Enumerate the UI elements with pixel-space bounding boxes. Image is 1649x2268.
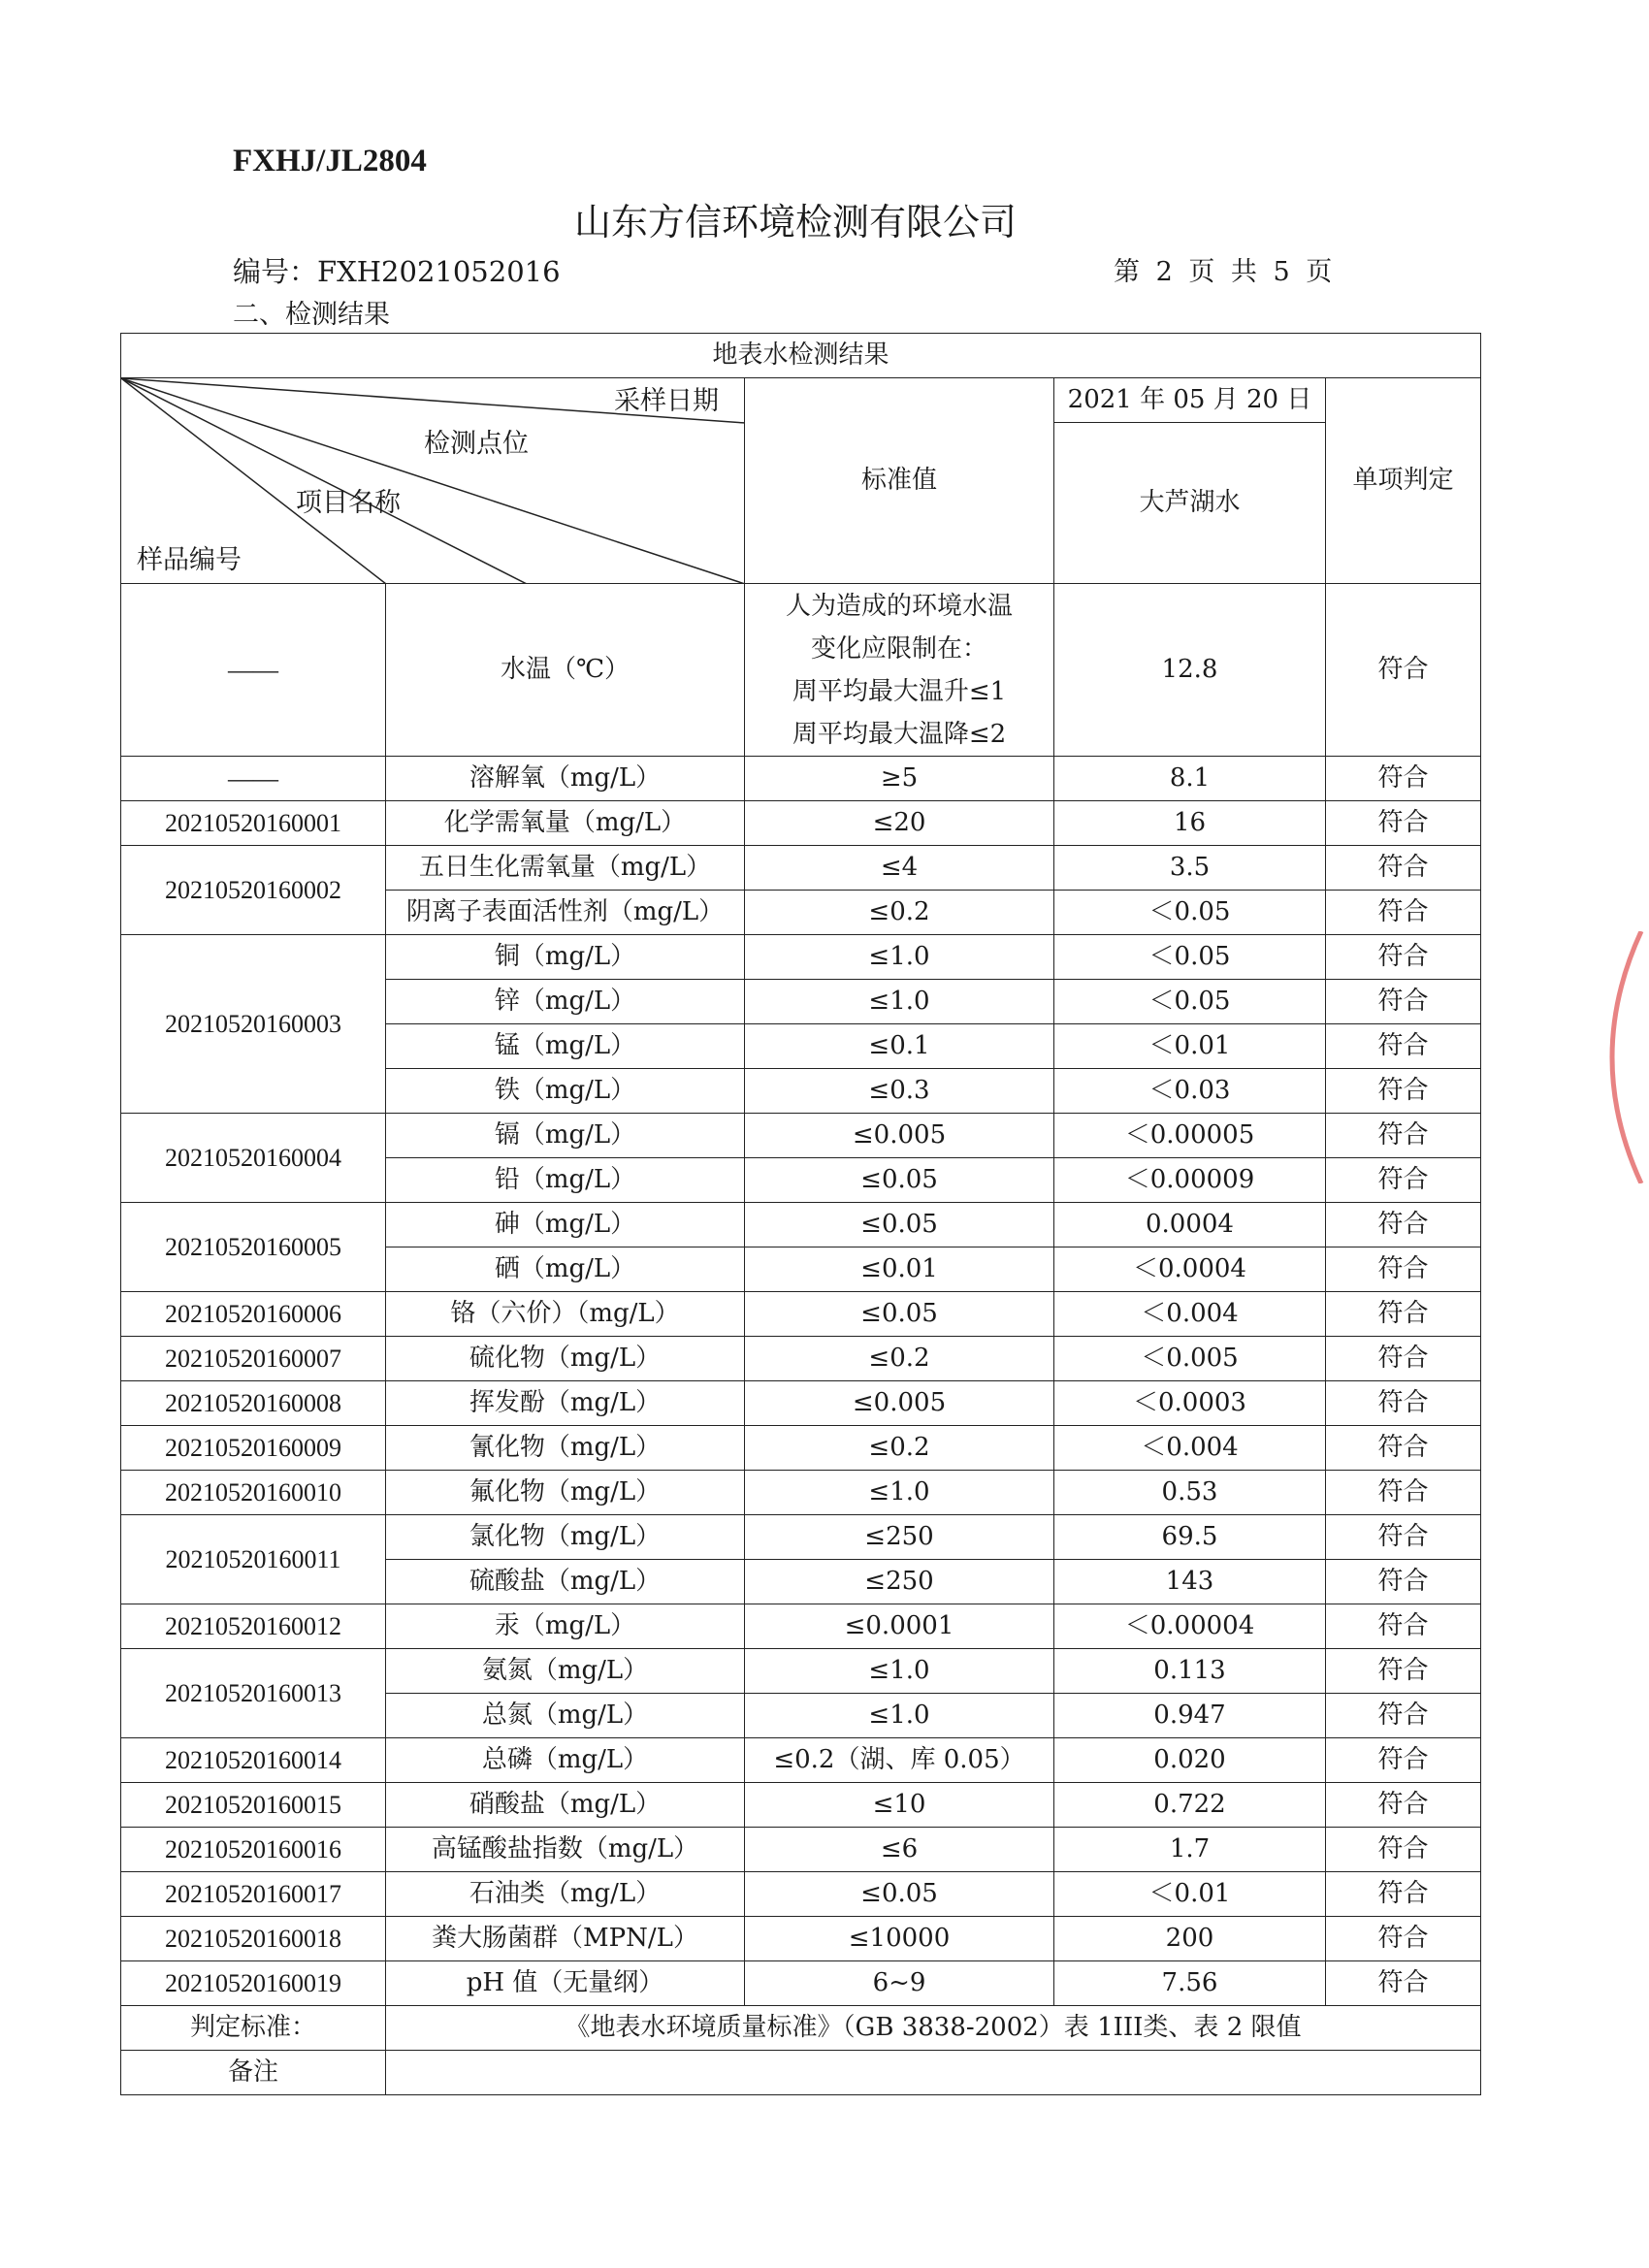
result-value: 0.0004	[1054, 1203, 1326, 1247]
result-value: ＜0.00005	[1054, 1114, 1326, 1158]
standard-value: ≤0.005	[745, 1114, 1054, 1158]
standard-value: ≤250	[745, 1560, 1054, 1604]
table-row	[121, 1515, 1481, 1560]
table-row	[121, 935, 1481, 980]
judgement: 符合	[1326, 1649, 1481, 1694]
result-value: 69.5	[1054, 1515, 1326, 1560]
result-value: 7.56	[1054, 1961, 1326, 2006]
judgement: 符合	[1326, 1604, 1481, 1649]
judgement: 符合	[1326, 846, 1481, 891]
standard-value: ≤250	[745, 1515, 1054, 1560]
judgement: 符合	[1326, 1560, 1481, 1604]
sample-number: 20210520160018	[121, 1917, 386, 1961]
standard-value: ≤6	[745, 1828, 1054, 1872]
result-value: 1.7	[1054, 1828, 1326, 1872]
item-name: 高锰酸盐指数（mg/L）	[386, 1828, 745, 1872]
standard-value: ≤0.2	[745, 1426, 1054, 1471]
judgement: 符合	[1326, 1292, 1481, 1337]
item-name: 硝酸盐（mg/L）	[386, 1783, 745, 1828]
table-row	[121, 1872, 1481, 1917]
sample-number: 20210520160008	[121, 1381, 386, 1426]
standard-value: ≤10000	[745, 1917, 1054, 1961]
table-title-row	[121, 334, 1481, 378]
date-header: 2021 年 05 月 20 日	[1054, 378, 1326, 423]
table-row	[121, 846, 1481, 891]
judgement: 符合	[1326, 891, 1481, 935]
item-name: 溶解氧（mg/L）	[386, 757, 745, 801]
sample-number: 20210520160016	[121, 1828, 386, 1872]
result-value: 8.1	[1054, 757, 1326, 801]
label-sampling-date: 采样日期	[614, 386, 719, 416]
judgement: 符合	[1326, 757, 1481, 801]
item-name: 砷（mg/L）	[386, 1203, 745, 1247]
item-name: 硫化物（mg/L）	[386, 1337, 745, 1381]
judgement: 符合	[1326, 1471, 1481, 1515]
sample-number: 20210520160019	[121, 1961, 386, 2006]
result-value: 12.8	[1054, 584, 1326, 757]
result-value: ＜0.00004	[1054, 1604, 1326, 1649]
item-name: pH 值（无量纲）	[386, 1961, 745, 2006]
standard-header: 标准值	[745, 378, 1054, 584]
result-value: 200	[1054, 1917, 1326, 1961]
result-value: ＜0.004	[1054, 1426, 1326, 1471]
result-value: ＜0.05	[1054, 935, 1326, 980]
criteria-value: 《地表水环境质量标准》（GB 3838-2002）表 1III类、表 2 限值	[386, 2006, 1481, 2051]
sample-number: 20210520160015	[121, 1783, 386, 1828]
table-row	[121, 1649, 1481, 1694]
judgement: 符合	[1326, 1069, 1481, 1114]
standard-value: ≤1.0	[745, 1471, 1054, 1515]
judgement: 符合	[1326, 1738, 1481, 1783]
table-row	[121, 1917, 1481, 1961]
item-name: 镉（mg/L）	[386, 1114, 745, 1158]
table-row	[121, 1738, 1481, 1783]
red-stamp	[1583, 931, 1649, 1183]
table-row	[121, 1381, 1481, 1426]
judgement: 符合	[1326, 1783, 1481, 1828]
company-name: 山东方信环境检测有限公司	[573, 201, 1017, 243]
standard-value: ≤0.05	[745, 1292, 1054, 1337]
table-title: 地表水检测结果	[121, 334, 1481, 378]
sample-number: 20210520160012	[121, 1604, 386, 1649]
sample-number: 20210520160007	[121, 1337, 386, 1381]
label-sample-no: 样品编号	[137, 545, 242, 575]
water-temp-row	[121, 584, 1481, 757]
result-value: ＜0.005	[1054, 1337, 1326, 1381]
sample-number: 20210520160006	[121, 1292, 386, 1337]
item-name: 化学需氧量（mg/L）	[386, 801, 745, 846]
standard-value: ≤0.2	[745, 1337, 1054, 1381]
table-row	[121, 1203, 1481, 1247]
standard-value: ≤1.0	[745, 1649, 1054, 1694]
judgement: 符合	[1326, 935, 1481, 980]
standard-value: ≤0.3	[745, 1069, 1054, 1114]
judgement: 符合	[1326, 1828, 1481, 1872]
result-value: 0.113	[1054, 1649, 1326, 1694]
item-name: 锰（mg/L）	[386, 1024, 745, 1069]
result-value: ＜0.00009	[1054, 1158, 1326, 1203]
standard-value	[745, 584, 1054, 757]
sample-number: 20210520160005	[121, 1203, 386, 1292]
item-name: 阴离子表面活性剂（mg/L）	[386, 891, 745, 935]
judgement-header: 单项判定	[1326, 378, 1481, 584]
result-value: 16	[1054, 801, 1326, 846]
sample-number: 20210520160013	[121, 1649, 386, 1738]
sample-number: 20210520160001	[121, 801, 386, 846]
standard-value: ≤0.01	[745, 1247, 1054, 1292]
judgement: 符合	[1326, 1694, 1481, 1738]
standard-value: ≤0.05	[745, 1872, 1054, 1917]
result-value: 0.947	[1054, 1694, 1326, 1738]
item-name: 铅（mg/L）	[386, 1158, 745, 1203]
remarks-label: 备注	[121, 2051, 386, 2095]
table-row	[121, 1604, 1481, 1649]
standard-line: 周平均最大温降≤2	[792, 719, 1007, 749]
standard-value: ≤0.0001	[745, 1604, 1054, 1649]
criteria-label: 判定标准：	[121, 2006, 386, 2051]
item-name: 粪大肠菌群（MPN/L）	[386, 1917, 745, 1961]
standard-value: ≤0.1	[745, 1024, 1054, 1069]
result-table	[120, 333, 1481, 2095]
result-value: 0.722	[1054, 1783, 1326, 1828]
diagonal-header-cell	[121, 378, 745, 584]
result-value: ＜0.004	[1054, 1292, 1326, 1337]
item-name: 石油类（mg/L）	[386, 1872, 745, 1917]
judgement: 符合	[1326, 1203, 1481, 1247]
item-name: 氨氮（mg/L）	[386, 1649, 745, 1694]
standard-value: ≤1.0	[745, 1694, 1054, 1738]
item-name: 氯化物（mg/L）	[386, 1515, 745, 1560]
item-name: 总氮（mg/L）	[386, 1694, 745, 1738]
judgement: 符合	[1326, 1381, 1481, 1426]
item-name: 水温（℃）	[386, 584, 745, 757]
label-item: 项目名称	[296, 488, 401, 518]
result-value: ＜0.03	[1054, 1069, 1326, 1114]
result-value: ＜0.05	[1054, 891, 1326, 935]
page-number: 第 2 页 共 5 页	[1114, 257, 1333, 287]
table-row	[121, 757, 1481, 801]
judgement: 符合	[1326, 1426, 1481, 1471]
standard-line: 周平均最大温升≤1	[792, 676, 1007, 706]
judgement: 符合	[1326, 584, 1481, 757]
label-point: 检测点位	[424, 429, 529, 459]
remarks-value	[386, 2051, 1481, 2095]
sample-number: 20210520160014	[121, 1738, 386, 1783]
item-name: 铬（六价）（mg/L）	[386, 1292, 745, 1337]
result-value: ＜0.0003	[1054, 1381, 1326, 1426]
sample-number: ——	[121, 757, 386, 801]
sample-number: 20210520160011	[121, 1515, 386, 1604]
standard-value: ≤0.05	[745, 1158, 1054, 1203]
table-row	[121, 801, 1481, 846]
judgement: 符合	[1326, 1872, 1481, 1917]
criteria-row	[121, 2006, 1481, 2051]
item-name: 铁（mg/L）	[386, 1069, 745, 1114]
judgement: 符合	[1326, 980, 1481, 1024]
item-name: 硫酸盐（mg/L）	[386, 1560, 745, 1604]
table-row	[121, 1337, 1481, 1381]
result-value: ＜0.01	[1054, 1024, 1326, 1069]
result-value: ＜0.05	[1054, 980, 1326, 1024]
item-name: 挥发酚（mg/L）	[386, 1381, 745, 1426]
standard-value: ≤0.2（湖、库 0.05）	[745, 1738, 1054, 1783]
sample-number: 20210520160004	[121, 1114, 386, 1203]
sample-number: 20210520160009	[121, 1426, 386, 1471]
table-row	[121, 1426, 1481, 1471]
result-value: 143	[1054, 1560, 1326, 1604]
sample-number: ——	[121, 584, 386, 757]
result-value: 0.53	[1054, 1471, 1326, 1515]
item-name: 五日生化需氧量（mg/L）	[386, 846, 745, 891]
location-header: 大芦湖水	[1054, 423, 1326, 584]
header-row	[121, 378, 1481, 423]
result-value: 0.020	[1054, 1738, 1326, 1783]
judgement: 符合	[1326, 1917, 1481, 1961]
result-value: 3.5	[1054, 846, 1326, 891]
result-value: ＜0.01	[1054, 1872, 1326, 1917]
item-name: 铜（mg/L）	[386, 935, 745, 980]
standard-value: ≤0.005	[745, 1381, 1054, 1426]
table-row	[121, 1471, 1481, 1515]
standard-value: ≤0.05	[745, 1203, 1054, 1247]
judgement: 符合	[1326, 1247, 1481, 1292]
item-name: 汞（mg/L）	[386, 1604, 745, 1649]
remarks-row	[121, 2051, 1481, 2095]
sample-number: 20210520160010	[121, 1471, 386, 1515]
standard-value: ≤4	[745, 846, 1054, 891]
judgement: 符合	[1326, 1158, 1481, 1203]
item-name: 总磷（mg/L）	[386, 1738, 745, 1783]
table-row	[121, 1828, 1481, 1872]
standard-value: ≥5	[745, 757, 1054, 801]
standard-value: ≤20	[745, 801, 1054, 846]
judgement: 符合	[1326, 1961, 1481, 2006]
standard-value: ≤1.0	[745, 980, 1054, 1024]
standard-line: 变化应限制在：	[810, 633, 987, 664]
standard-value: ≤0.2	[745, 891, 1054, 935]
judgement: 符合	[1326, 801, 1481, 846]
item-name: 锌（mg/L）	[386, 980, 745, 1024]
standard-value: ≤1.0	[745, 935, 1054, 980]
standard-value: ≤10	[745, 1783, 1054, 1828]
section-heading: 二、检测结果	[233, 300, 390, 330]
judgement: 符合	[1326, 1114, 1481, 1158]
table-row	[121, 1292, 1481, 1337]
table-row	[121, 1783, 1481, 1828]
judgement: 符合	[1326, 1024, 1481, 1069]
judgement: 符合	[1326, 1337, 1481, 1381]
table-row	[121, 1114, 1481, 1158]
report-number: 编号：FXH2021052016	[233, 255, 561, 288]
document-code: FXHJ/JL2804	[233, 144, 427, 178]
standard-value: 6~9	[745, 1961, 1054, 2006]
table-row	[121, 1961, 1481, 2006]
result-value: ＜0.0004	[1054, 1247, 1326, 1292]
item-name: 氰化物（mg/L）	[386, 1426, 745, 1471]
sample-number: 20210520160017	[121, 1872, 386, 1917]
sample-number: 20210520160003	[121, 935, 386, 1114]
standard-line: 人为造成的环境水温	[785, 591, 1013, 621]
judgement: 符合	[1326, 1515, 1481, 1560]
item-name: 氟化物（mg/L）	[386, 1471, 745, 1515]
sample-number: 20210520160002	[121, 846, 386, 935]
item-name: 硒（mg/L）	[386, 1247, 745, 1292]
